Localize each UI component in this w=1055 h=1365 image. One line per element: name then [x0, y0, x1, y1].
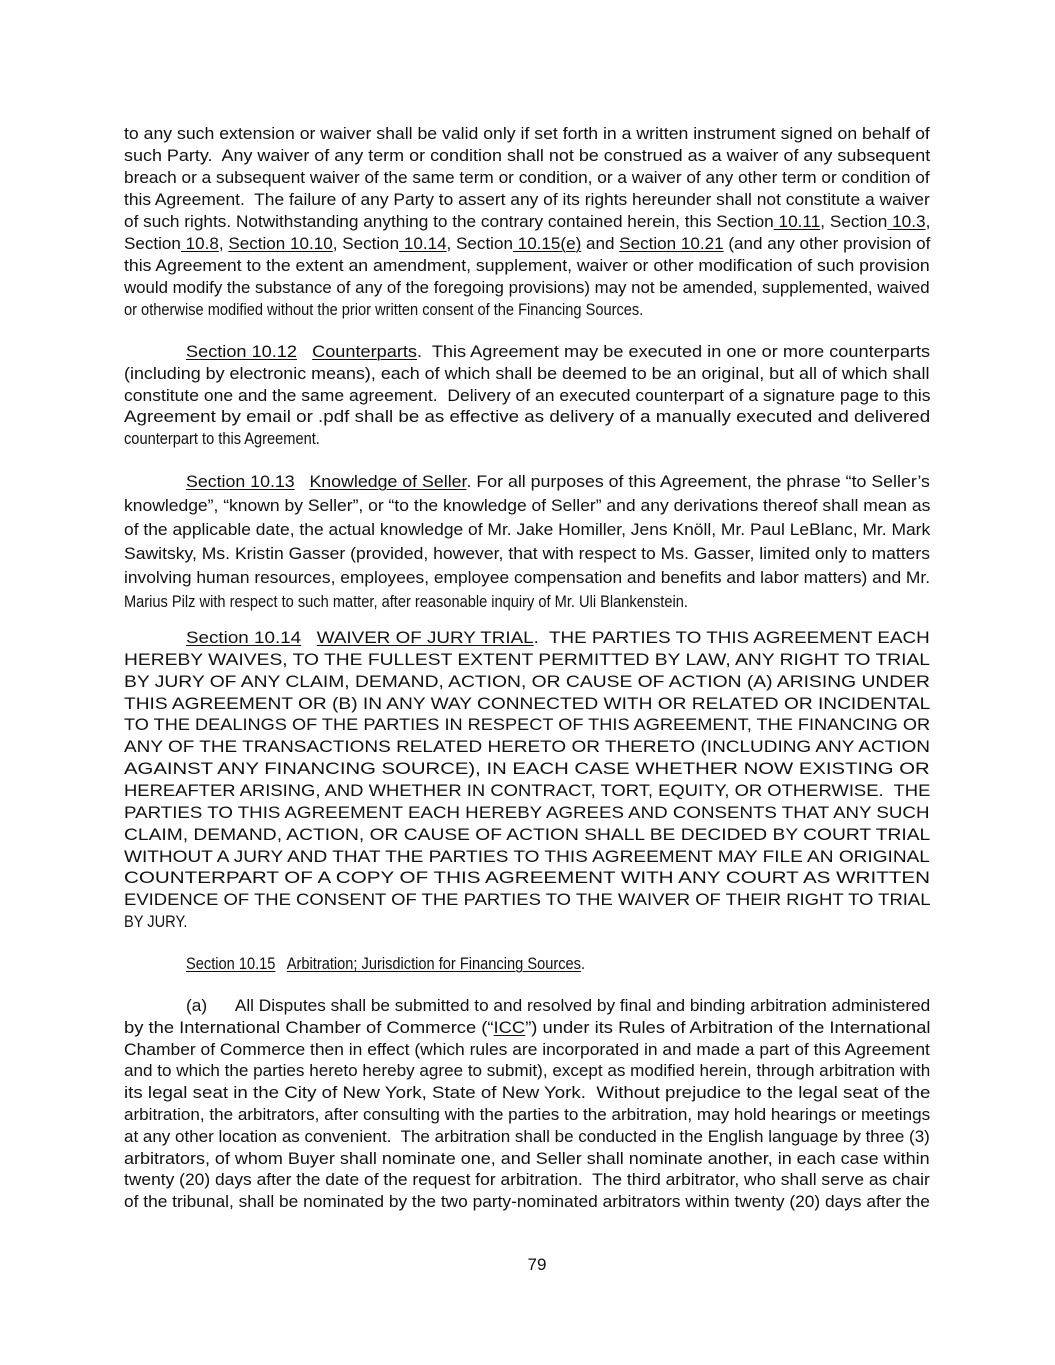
text-segment: counterpart to this Agreement.: [124, 429, 320, 449]
text-segment: ,: [925, 212, 931, 231]
text-line: [124, 1191, 930, 1213]
text-line: [124, 363, 929, 385]
text-segment: or otherwise modified without the prior written consent of the Financing Sources.: [124, 300, 644, 319]
text-line: [124, 1148, 930, 1170]
text-line: [186, 341, 930, 363]
text-line: [124, 846, 930, 868]
cross-reference: 10.8: [180, 234, 219, 253]
cross-reference: 10.11: [773, 212, 821, 231]
cross-reference: ICC: [493, 1017, 526, 1037]
cross-reference: Knowledge of Seller: [309, 472, 467, 491]
cross-reference: 10.3: [887, 212, 926, 231]
text-line: [124, 1060, 930, 1082]
text-line: [124, 211, 930, 233]
text-segment: , Section: [446, 234, 513, 253]
text-segment: Section: [124, 234, 181, 253]
cross-reference: WAIVER OF JURY TRIAL: [316, 628, 534, 647]
text-line: [124, 671, 930, 693]
text-segment: (a) All Disputes shall be submitted to and resolved by final and binding arbitration administered: [186, 996, 931, 1015]
text-segment: ”) under its Rules of Arbitration of the International: [525, 1017, 931, 1037]
cross-reference: 10.14: [399, 234, 447, 253]
text-line: [124, 911, 187, 933]
text-line: [124, 233, 930, 255]
text-segment: CLAIM, DEMAND, ACTION, OR CAUSE OF ACTION SHALL BE DECIDED BY COURT TRIAL: [124, 824, 931, 844]
text-segment: (including by electronic means), each of which shall be deemed to be an original, but all of which shall: [124, 363, 930, 383]
text-line: [124, 867, 930, 889]
cross-reference: Section 10.13: [186, 472, 295, 491]
text-segment: . For all purposes of this Agreement, the phrase “to Seller’s: [466, 472, 930, 491]
text-line: [124, 1169, 930, 1191]
text-segment: arbitration, the arbitrators, after consulting with the parties to the arbitration, may hold hearings or meetings: [124, 1105, 931, 1124]
text-segment: involving human resources, employees, employee compensation and benefits and labor matters) and Mr.: [124, 568, 931, 587]
text-segment: [301, 628, 317, 647]
text-segment: Chamber of Commerce then in effect (which rules are incorporated in and made a part of this Agreement: [124, 1039, 930, 1059]
text-segment: and to which the parties hereto hereby agree to submit), except as modified herein, through arbitration with: [124, 1061, 931, 1081]
text-segment: to any such extension or waiver shall be valid only if set forth in a written instrument signed on behalf of: [124, 124, 930, 143]
text-segment: WITHOUT A JURY AND THAT THE PARTIES TO THIS AGREEMENT MAY FILE AN ORIGINAL: [124, 846, 930, 866]
cross-reference: Section 10.15: [186, 954, 276, 973]
text-line: [124, 255, 930, 277]
text-segment: arbitrators, of whom Buyer shall nominate one, and Seller shall nominate another, in each case within: [124, 1148, 930, 1168]
text-segment: knowledge”, “known by Seller”, or “to the knowledge of Seller” and any derivations thereof shall mean as: [124, 496, 931, 515]
text-segment: BY JURY OF ANY CLAIM, DEMAND, ACTION, OR CAUSE OF ACTION (A) ARISING UNDER: [124, 671, 930, 691]
text-line: [124, 123, 930, 145]
text-segment: [295, 472, 310, 491]
text-line: [124, 385, 930, 407]
text-segment: HEREBY WAIVES, TO THE FULLEST EXTENT PERMITTED BY LAW, ANY RIGHT TO TRIAL: [124, 649, 930, 669]
text-line: [124, 428, 320, 450]
text-line: [124, 299, 643, 321]
text-line: [124, 543, 930, 565]
cross-reference: 10.15(e): [512, 234, 582, 253]
text-line: [124, 824, 930, 846]
text-line: [124, 591, 688, 613]
text-segment: (and any other provision of: [723, 234, 931, 253]
text-line: [124, 1039, 930, 1061]
text-line: [124, 649, 930, 671]
text-segment: this Agreement to the extent an amendment, supplement, waiver or other modification of such provision: [124, 256, 930, 275]
text-segment: would modify the substance of any of the foregoing provisions) may not be amended, supplemented, waived: [124, 278, 930, 297]
cross-reference: Counterparts: [312, 342, 418, 361]
text-segment: ANY OF THE TRANSACTIONS RELATED HERETO OR THERETO (INCLUDING ANY ACTION: [124, 737, 931, 757]
text-line: [124, 1126, 930, 1148]
text-line: [124, 780, 930, 802]
text-line: [124, 189, 930, 211]
text-line: [124, 714, 930, 736]
text-line: [124, 277, 930, 299]
text-segment: COUNTERPART OF A COPY OF THIS AGREEMENT WITH ANY COURT AS WRITTEN: [124, 868, 931, 888]
text-line: [124, 1017, 931, 1039]
text-line: [124, 889, 931, 911]
text-segment: of the tribunal, shall be nominated by the two party-nominated arbitrators within twenty (20) days after the: [124, 1192, 930, 1212]
cross-reference: Section 10.14: [186, 628, 302, 647]
text-segment: , Section: [332, 234, 400, 253]
text-segment: THIS AGREEMENT OR (B) IN ANY WAY CONNECTED WITH OR RELATED OR INCIDENTAL: [124, 693, 931, 713]
text-line: [124, 693, 930, 715]
text-line: [124, 736, 930, 758]
cross-reference: Arbitration; Jurisdiction for Financing Sources: [286, 954, 581, 973]
text-segment: Agreement by email or .pdf shall be as effective as delivery of a manually executed and delivered: [124, 407, 931, 427]
text-line: [124, 167, 930, 189]
text-segment: breach or a subsequent waiver of the same term or condition, or a waiver of any other term or condition of: [124, 168, 930, 187]
text-line: [124, 495, 930, 517]
text-segment: [297, 342, 312, 361]
text-line: [124, 519, 930, 541]
text-line: [186, 995, 930, 1017]
text-line: [186, 953, 585, 975]
text-segment: . THE PARTIES TO THIS AGREEMENT EACH: [533, 628, 930, 647]
text-segment: [275, 954, 286, 973]
text-segment: EVIDENCE OF THE CONSENT OF THE PARTIES TO THE WAIVER OF THEIR RIGHT TO TRIAL: [124, 890, 931, 910]
text-segment: and: [581, 234, 620, 253]
text-segment: HEREAFTER ARISING, AND WHETHER IN CONTRACT, TORT, EQUITY, OR OTHERWISE. THE: [124, 780, 931, 800]
text-segment: Marius Pilz with respect to such matter, after reasonable inquiry of Mr. Uli Blankenstein.: [124, 592, 688, 611]
text-segment: AGAINST ANY FINANCING SOURCE), IN EACH CASE WHETHER NOW EXISTING OR: [124, 759, 930, 779]
text-segment: twenty (20) days after the date of the request for arbitration. The third arbitrator, who shall serve as chair: [124, 1170, 930, 1190]
text-segment: BY JURY.: [124, 912, 188, 932]
text-line: [186, 471, 930, 493]
text-line: [124, 567, 930, 589]
text-segment: Sawitsky, Ms. Kristin Gasser (provided, however, that with respect to Ms. Gasser, limited only to matters: [124, 544, 931, 563]
text-segment: . This Agreement may be executed in one or more counterparts: [417, 342, 931, 361]
text-segment: of the applicable date, the actual knowledge of Mr. Jake Homiller, Jens Knöll, Mr. Paul LeBlanc, Mr. Mark: [124, 520, 931, 539]
text-segment: this Agreement. The failure of any Party to assert any of its rights hereunder shall not constitute a waiver: [124, 190, 930, 209]
text-line: [186, 627, 930, 649]
cross-reference: Section 10.21: [619, 234, 724, 253]
text-segment: PARTIES TO THIS AGREEMENT EACH HEREBY AGREES AND CONSENTS THAT ANY SUCH: [124, 802, 930, 822]
text-segment: such Party. Any waiver of any term or condition shall not be construed as a waiver of any subsequent: [124, 146, 931, 165]
text-segment: , Section: [820, 212, 888, 231]
text-segment: by the International Chamber of Commerce (“: [124, 1017, 494, 1037]
text-line: [124, 406, 930, 428]
text-line: [124, 758, 930, 780]
text-segment: its legal seat in the City of New York, State of New York. Without prejudice to the legal seat of the: [124, 1083, 931, 1103]
cross-reference: Section 10.10: [228, 234, 333, 253]
text-segment: constitute one and the same agreement. Delivery of an executed counterpart of a signature page to this: [124, 385, 931, 405]
cross-reference: Section 10.12: [186, 342, 297, 361]
text-line: [124, 802, 929, 824]
text-segment: at any other location as convenient. The arbitration shall be conducted in the English language by three (3): [124, 1126, 930, 1146]
text-segment: TO THE DEALINGS OF THE PARTIES IN RESPECT OF THIS AGREEMENT, THE FINANCING OR: [124, 715, 931, 735]
text-segment: .: [580, 954, 586, 973]
text-segment: ,: [218, 234, 229, 253]
text-line: [124, 1104, 930, 1126]
text-line: [124, 145, 930, 167]
text-segment: of such rights. Notwithstanding anything to the contrary contained herein, this Section: [124, 212, 774, 231]
page-number: 79: [527, 1255, 547, 1274]
text-line: [124, 1082, 930, 1104]
